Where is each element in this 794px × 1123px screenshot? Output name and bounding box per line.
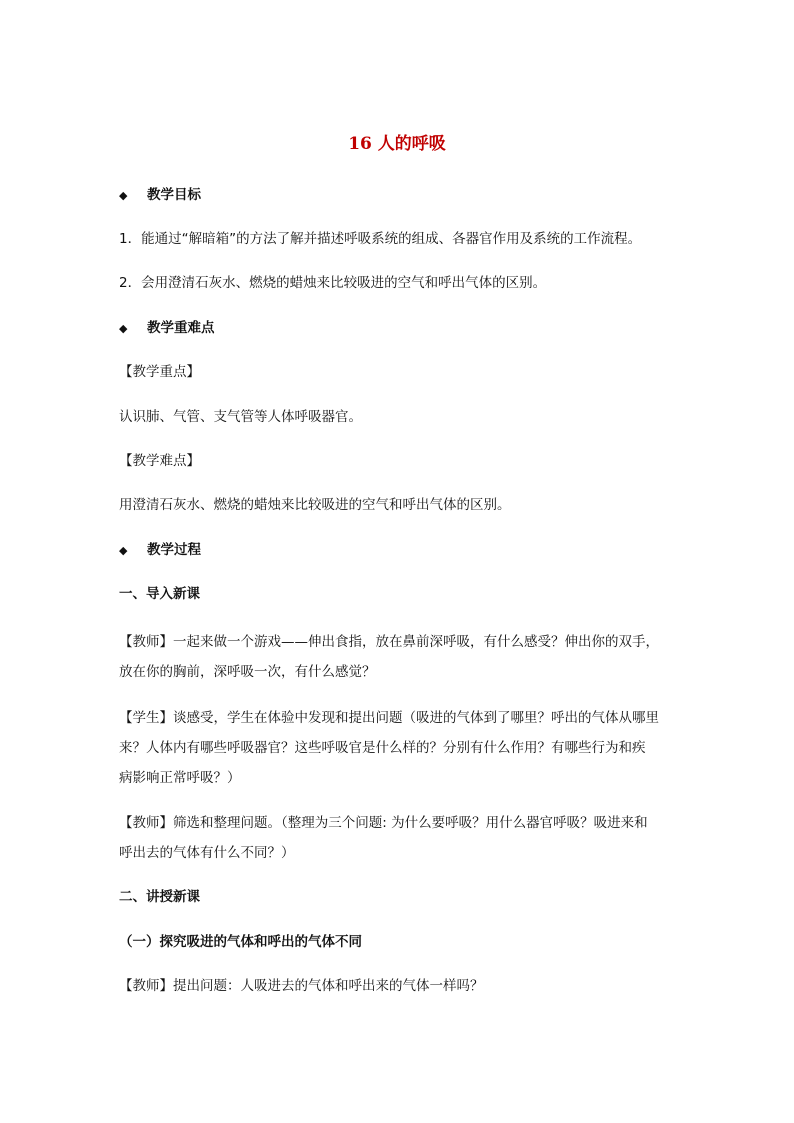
section-heading-key-points — [119, 316, 689, 341]
paragraph-line: 【教师】筛选和整理问题。（整理为三个问题: 为什么要呼吸？用什么器官呼吸？吸进来和 — [119, 815, 648, 831]
diamond-bullet-icon: ◆ — [119, 322, 128, 335]
diamond-bullet-icon: ◆ — [119, 189, 128, 202]
part2-heading: 二、讲授新课 — [119, 889, 200, 905]
section-heading-text: 教学重难点 — [147, 320, 215, 336]
paragraph-line: 【学生】谈感受，学生在体验中发现和提出问题（吸进的气体到了哪里？呼出的气体从哪里 — [119, 710, 659, 726]
paragraph-line: 病影响正常呼吸？） — [119, 770, 241, 786]
page-title: 16 人的呼吸 — [348, 134, 446, 154]
difficulty-label: 【教学难点】 — [119, 453, 200, 469]
focus-text: 认识肺、气管、支气管等人体呼吸器官。 — [119, 409, 362, 425]
paragraph-teacher-questions — [119, 808, 689, 868]
paragraph-teacher-intro — [119, 627, 689, 687]
goal-item-1: 1．能通过“解暗箱”的方法了解并描述呼吸系统的组成、各器官作用及系统的工作流程。 — [119, 231, 642, 247]
sub1-heading: （一）探究吸进的气体和呼出的气体不同 — [119, 934, 362, 950]
section-heading-text: 教学过程 — [147, 542, 201, 558]
section-heading-text: 教学目标 — [147, 187, 201, 203]
goal-item-2: 2．会用澄清石灰水、燃烧的蜡烛来比较吸进的空气和呼出气体的区别。 — [119, 275, 547, 291]
part1-heading: 一、导入新课 — [119, 586, 200, 602]
paragraph-line: 放在你的胸前，深呼吸一次，有什么感觉？ — [119, 664, 376, 680]
difficulty-text: 用澄清石灰水、燃烧的蜡烛来比较吸进的空气和呼出气体的区别。 — [119, 497, 511, 513]
paragraph-line: 来？人体内有哪些呼吸器官？这些呼吸官是什么样的？分别有什么作用？有哪些行为和疾 — [119, 740, 646, 756]
section-heading-process — [119, 538, 689, 563]
paragraph-teacher-ask: 【教师】提出问题：人吸进去的气体和呼出来的气体一样吗？ — [119, 978, 484, 994]
section-heading-goals — [119, 183, 689, 208]
paragraph-line: 呼出去的气体有什么不同？） — [119, 845, 295, 861]
focus-label: 【教学重点】 — [119, 364, 200, 380]
paragraph-line: 【教师】一起来做一个游戏——伸出食指，放在鼻前深呼吸，有什么感受？伸出你的双手， — [119, 634, 659, 650]
paragraph-student-feedback — [119, 703, 689, 793]
diamond-bullet-icon: ◆ — [119, 544, 128, 557]
